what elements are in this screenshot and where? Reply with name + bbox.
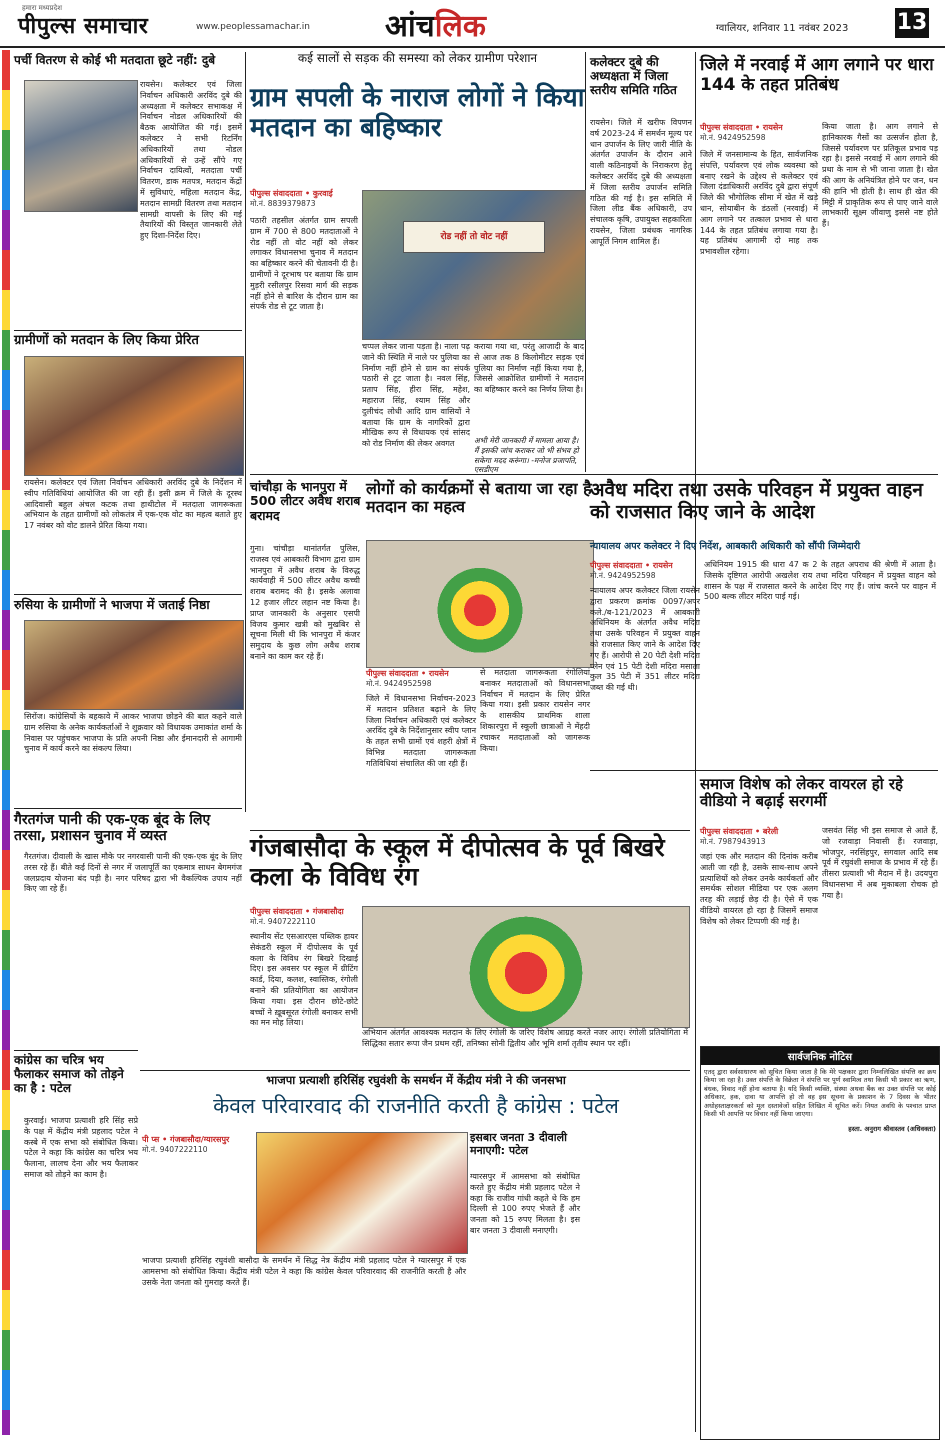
- row-rule: [250, 474, 938, 475]
- byline-mobile: मो.नं. 9407222110: [142, 1145, 208, 1154]
- headline: केवल परिवारवाद की राजनीति करती है कांग्रेस : पटेल: [213, 1094, 619, 1118]
- article-text: अधिनियम 1915 की धारा 47 क 2 के तहत अपराध की श्रेणी में आता है। जिसके दृष्टिगत आरोपी अखलेश राय तथा मदिरा परिवहन में प्रयुक्त वाहन को शासन के पक्ष में राजसात करने के आदेश दिए गए हैं। जांच करने पर वाहन में 500 बल्क लीटर मदिरा पाई गई।: [704, 560, 936, 602]
- headline: अवैध मदिरा तथा उसके परिवहन में प्रयुक्त वाहन को राजसात किए जाने के आदेश: [590, 479, 923, 523]
- article-text: कराया गया था, परंतु आजादी के बाद से आज तक 8 किलोमीटर सड़क एवं पुलिया का निर्माण नहीं किया गया है, जिससे आक्रोशित ग्रामीणों ने मतदान का बहिष्कार करने का निर्णय लिया है।: [474, 342, 584, 395]
- byline-text: पी प्स • गंजबासौदा/ग्यारसपुर: [142, 1135, 230, 1144]
- page-number: 13: [895, 8, 929, 38]
- article-sapli-boycott: [250, 84, 585, 184]
- article-committee: [590, 56, 692, 114]
- article-viral-video: [700, 776, 938, 822]
- headline: लोगों को कार्यक्रमों से बताया जा रहा है मतदान का महत्व: [366, 479, 592, 517]
- headline: कलेक्टर दुबे की अध्यक्षता में जिला स्तरीय समिति गठित: [590, 55, 677, 97]
- kicker-court: [590, 542, 938, 558]
- article-rusia-villagers: [14, 594, 242, 617]
- banner: रोड नहीं तो वोट नहीं: [403, 221, 545, 253]
- article-text: न्यायालय अपर कलेक्टर जिला रायसेन द्वारा प्रकरण क्रमांक 0097/अपर कले./ब-121/2023 में आबकारी अधिनियम के अंतर्गत अवैध मदिरा तथा उसके परिवहन में प्रयुक्त वाहन को राजसात किए जाने के आदेश दिए गए हैं। आरोपी से 20 पेटी देशी मदिरा प्लेन एवं 15 पेटी देशी मदिरा मसाला कुल 35 पेटी में 351 लीटर मदिरा जब्त की गई थी।: [590, 586, 700, 693]
- row-rule: [250, 830, 690, 831]
- notice-heading: सार्वजनिक नोटिस: [701, 1047, 939, 1065]
- row-rule: [590, 770, 938, 771]
- headline: जिले में नरवाई में आग लगाने पर धारा 144 के तहत प्रतिबंध: [700, 55, 934, 95]
- byline-mobile: मो.नं. 8839379873: [250, 199, 316, 208]
- kicker-road-problem: [250, 52, 585, 82]
- photo-school-rangoli: [362, 906, 690, 1028]
- article-text: भाजपा प्रत्याशी हरिसिंह रघुवंशी बासौदा के समर्थन में सिद्ध नेत्र केंद्रीय मंत्री प्रहलाद पटेल ने ग्यारसपुर में एक आमसभा को संबोधित किया। केंद्रीय मंत्री पटेल ने कहा कि कांग्रेस केवल परिवारवाद की राजनीति करती है और उसके नेता जनता को गुमराह करते हैं।: [142, 1256, 466, 1287]
- byline: [142, 1134, 252, 1158]
- headline: गंजबासौदा के स्कूल में दीपोत्सव के पूर्व बिखरे कला के विविध रंग: [250, 833, 665, 891]
- masthead: [0, 0, 945, 48]
- article-text: सिरोंज। कांग्रेसियों के बहकावे में आकर भाजपा छोड़ने की बात कहने वाले ग्राम रुसिया के अनेक कार्यकर्ताओं ने शुक्रवार को विधायक उमाकांत शर्मा के निवास पर पहुंचकर भाजपा के प्रति अपनी निष्ठा और ईमानदारी से आगामी चुनाव में कार्य करने का संकल्प लिया।: [24, 712, 242, 754]
- article-text: चप्पल लेकर जाना पड़ता है। नाला पढ़ जाने की स्थिति में नाले पर पुलिया का निर्माण नहीं होने से ग्राम का संपर्क पठारी से टूट जाता है। नवल सिंह, प्रताप सिंह, हीरा सिंह, महेश, महाराज सिंह, श्याम सिंह और दुलीचंद लोधी आदि ग्राम वासियों ने बताया कि ग्राम के नागरिकों द्वारा मौखिक रूप से विधायक एवं सांसद को रोड निर्माण की लेकर अवगत: [362, 342, 470, 449]
- article-text: जहां एक और मतदान की दिनांक करीब आती जा रही है, उसके साथ-साथ अपने प्रत्याशियों को लेकर उनके कार्यकर्ता और समर्थक सोशल मीडिया पर एक अलग तरह की लड़ाई छेड़ दी है। ऐसे में एक वीडियो वायरल हो रहा है जिसमें समाज विशेष को लेकर टिप्पणी की गई है।: [700, 852, 818, 926]
- sdm-quote: अभी मेरी जानकारी में मामला आया है। मैं इसकी जांच कराकर जो भी संभव हो सकेगा मदद करूंगा। -मनोज प्रजापति, एसडीएम: [474, 436, 579, 475]
- article-text: स्थानीय सेंट एसआरएस पब्लिक हायर सेकंडरी स्कूल में दीपोत्सव के पूर्व कला के विविध रंग बिखरे दिखाई दिए। इस अवसर पर स्कूल में ग्रीटिंग कार्ड, दिया, कलश, स्वास्तिक, रंगोली बनाने की प्रतियोगिता का आयोजन किया गया। इस दौरान छोटे-छोटे बच्चों ने ख़ूबसूरत रंगोली बनाकर सभी का मन मोह लिया।: [250, 932, 358, 1028]
- article-ballot-slip: [14, 54, 242, 76]
- byline-text: पीपुल्स संवाददाता • रायसेन: [590, 561, 673, 570]
- article-text: गुना। चांचौड़ा थानांतर्गत पुलिस, राजस्व एवं आबकारी विभाग द्वारा ग्राम भानपुरा में अवैध शराब के विरुद्ध कार्यवाही में 500 लीटर अवैध कच्ची शराब बरामद की है। इसके अलावा 12 हजार लीटर लहान नष्ट किया है। प्राप्त जानकारी के अनुसार एसपी विजय कुमार खत्री को मुखबिर से सूचना मिली थी कि भानपुरा में कंजर समुदाय के कुछ लोग अवैध शराब बनाने का काम कर रहे हैं।: [250, 544, 360, 661]
- article-text: रायसेन। जिले में खरीफ विपणन वर्ष 2023-24 में समर्थन मूल्य पर धान उपार्जन के लिए जारी नीति के अंतर्गत उपार्जन के दौरान आने वाली कठिनाइयों के निराकरण हेतु कलेक्टर अरविंद दुबे की अध्यक्षता में जिला स्तरीय उपार्जन समिति गठित की गई है। इस समिति में जिला लीड बैंक अधिकारी, उप संचालक कृषि, उपायुक्त सहकारिता रायसेन, जिला प्रबंधक नागरिक आपूर्ति निगम शामिल हैं।: [590, 118, 692, 246]
- column-rule: [245, 52, 246, 812]
- byline-mobile: मो.नं. 9424952598: [366, 679, 432, 688]
- article-text: किया जाता है। आग लगाने से हानिकारक गैसों का उत्सर्जन होता है, जिससे पर्यावरण पर प्रतिकूल प्रभाव पड़ रहा है। इससे नरवाई में आग लगाने की प्रथा के नाम से भी जाना जाता है। खेत की आग के अनियंत्रित होने पर जन, धन की हानि भी होती है। साथ ही खेत की मिट्टी में प्राकृतिक रूप से पाए जाने वाले लाभकारी सूक्ष्म जीवाणु इससे नष्ट होते हैं।: [822, 122, 938, 229]
- article-text: कुरवाई। भाजपा प्रत्याशी हरि सिंह सप्रे के पक्ष में केंद्रीय मंत्री प्रहलाद पटेल ने कस्बे में एक सभा को संबोधित किया। पटेल ने कहा कि कांग्रेस का चरित्र भय फैलाना, लालच देना और भय फैलाकर समाज को तोड़ने का काम है।: [24, 1116, 138, 1179]
- article-three-diwali: [470, 1132, 580, 1168]
- headline: इसबार जनता 3 दीवाली मनाएगी: पटेल: [470, 1131, 567, 1157]
- kicker-rally: [142, 1074, 690, 1092]
- article-diwali-school: [250, 834, 690, 904]
- byline-text: पीपुल्स संवाददाता • गंजबासौदा: [250, 907, 344, 916]
- public-notice: [700, 1046, 940, 1440]
- byline-text: पीपुल्स संवाददाता • रायसेन: [700, 123, 783, 132]
- photo-villagers-bjp: [24, 620, 244, 710]
- article-text: ग्यारसपुर में आमसभा को संबोधित करते हुए केंद्रीय मंत्री प्रहलाद पटेल ने कहा कि राजीव गांधी कहते थे कि हम दिल्ली से 100 रुपए भेजते हैं और जनता को 15 रुपए मिलता है। इस बार जनता 3 दीवाली मनाएगी।: [470, 1172, 580, 1235]
- byline: [700, 826, 818, 850]
- photo-rally: [256, 1132, 468, 1254]
- website[interactable]: www.peoplessamachar.in: [196, 22, 310, 32]
- color-bar: [2, 50, 10, 1435]
- photo-meeting: [24, 80, 138, 212]
- headline: ग्राम सपली के नाराज लोगों ने किया मतदान का बहिष्कार: [250, 83, 585, 143]
- brand-tagline: हमारा मध्यप्रदेश: [22, 4, 62, 12]
- article-text: जिले में जनसामान्य के हित, सार्वजनिक संपत्ति, पर्यावरण एवं लोक व्यवस्था को बनाए रखने के उद्देश्य से कलेक्टर एवं जिला दंडाधिकारी अरविंद दुबे द्वारा संपूर्ण जिले की भौगोलिक सीमा में खेत में खड़े धान, सोयाबीन के डंठलों (नरवाई) में आग लगाने पर तत्काल प्रभाव से धारा 144 के तहत प्रतिबंध लगाया गया है। यह प्रतिबंध आगामी दो माह तक प्रभावशील रहेगा।: [700, 150, 818, 257]
- photo-awareness-rangoli: [366, 540, 594, 668]
- article-text: गैरतगंज। दीवाली के खास मौके पर नगरवासी पानी की एक-एक बूंद के लिए तरस रहे हैं। बीते कई दिनों से नगर में जलापूर्ति का एकमात्र साधन बेगमगंज जलप्रदाय योजना बंद पड़ी है। नगर परिषद द्वारा भी वैकल्पिक उपाय नहीं किए जा रहे हैं।: [24, 852, 242, 894]
- article-familyism-patel: [142, 1094, 690, 1130]
- byline-text: पीपुल्स संवाददाता • बरेली: [700, 827, 779, 836]
- kicker: भाजपा प्रत्याशी हरिसिंह रघुवंशी के समर्थन में केंद्रीय मंत्री ने की जनसभा: [266, 1073, 566, 1087]
- byline: [590, 560, 700, 584]
- article-water-crisis: [14, 808, 242, 849]
- headline: गैरतगंज पानी की एक-एक बूंद के लिए तरसा, प्रशासन चुनाव में व्यस्त: [14, 812, 211, 845]
- article-liquor-seized: [250, 480, 362, 540]
- article-voting-awareness: [366, 480, 594, 538]
- notice-text: एतद् द्वारा सर्वसाधारण को सूचित किया जाता है कि मेरे पक्षकार द्वारा निम्नलिखित संपत्ति का क्रय किया जा रहा है। उक्त संपत्ति के विक्रेता ने संपत्ति पर पूर्ण स्वामित्व तथा किसी भी प्रकार का ऋण, बंधक, विवाद नहीं होना बताया है। यदि किसी व्यक्ति, संस्था अथवा बैंक का उक्त संपत्ति पर कोई अधिकार, हक, दावा या आपत्ति हो तो वह इस सूचना के प्रकाशन के 7 दिवस के भीतर अधोहस्ताक्षरकर्ता को मूल दस्तावेजों सहित लिखित में सूचित करें। नियत अवधि के पश्चात प्राप्त किसी भी आपत्ति पर विचार नहीं किया जाएगा।: [704, 1068, 936, 1119]
- headline: पर्ची वितरण से कोई भी मतदाता छूटे नहीं: दुबे: [14, 53, 216, 67]
- headline: रुसिया के ग्रामीणों ने भाजपा में जताई निष्ठा: [14, 597, 210, 612]
- notice-signature: हस्ता. अनुराग श्रीवास्तव (अधिवक्ता): [848, 1124, 936, 1133]
- byline: [366, 668, 476, 692]
- headline: ग्रामीणों को मतदान के लिए किया प्रेरित: [14, 333, 199, 348]
- brand-logo: पीपुल्स समाचार: [18, 13, 149, 39]
- article-text: अभियान अंतर्गत आवश्यक मतदान के लिए रंगोली के जरिए विशेष आग्रह करते नजर आए। रंगोली प्रतियोगिता में सिद्धिका सतार रूपा जैन प्रथम रहीं, तनिष्का सोनी द्वितीय और भूमि शर्मा तृतीय स्थान पर रहीं।: [362, 1028, 688, 1048]
- photo-protest-banner: [362, 190, 586, 340]
- headline: चांचौड़ा के भानपुरा में 500 लीटर अवैध शराब बरामद: [250, 479, 361, 523]
- article-text: पठारी तहसील अंतर्गत ग्राम सपली ग्राम में 700 से 800 मतदाताओं ने रोड नहीं तो वोट नहीं को लेकर लगाकर विधानसभा चुनाव में मतदान का बहिष्कार करने की चेतावनी दी है। ग्रामीणों ने दूरभाष पर बताया कि ग्राम मुड़री रसीलपुर रिसवा मार्ग की सड़क नहीं होने से बारिश के दौरान ग्राम का संपर्क रोड से टूट जाता है।: [250, 216, 358, 312]
- byline-mobile: मो.नं. 7987943913: [700, 837, 766, 846]
- section-title: आंचलिक: [385, 9, 486, 44]
- byline-text: पीपुल्स संवाददाता • रायसेन: [366, 669, 449, 678]
- byline-mobile: मो.नं. 9424952598: [590, 571, 656, 580]
- article-villagers-voting: [14, 330, 242, 353]
- row-rule: [140, 1070, 690, 1071]
- article-text: जिले में विधानसभा निर्वाचन-2023 में मतदान प्रतिशत बढ़ाने के लिए जिला निर्वाचन अधिकारी एवं कलेक्टर अरविंद दुबे के निर्देशानुसार स्वीप प्लान के तहत सभी ग्रामों एवं शहरी क्षेत्रों में विभिन्न मतदाता जागरूकता गतिविधियां संचालित की जा रही हैं।: [366, 694, 477, 768]
- byline-text: पीपुल्स संवाददाता • कुरवाई: [250, 189, 333, 198]
- kicker: कई सालों से सड़क की समस्या को लेकर ग्रामीण परेशान: [297, 51, 538, 65]
- article-congress-patel: [14, 1050, 138, 1113]
- article-text: जसवंत सिंह भी इस समाज से आते हैं, जो रजवाड़ा निवासी हैं। रजवाड़ा, भोजपुर, नरसिंहपुर, सगवाल आदि सब पूर्व में रघुवंशी समाज के प्रभाव में रहे हैं। तीसरा प्रत्याशी भी मैदान में है। उदयपुरा विधानसभा में अब मुकाबला रोचक हो गया है।: [822, 826, 938, 900]
- kicker: न्यायालय अपर कलेक्टर ने दिए निर्देश, आबकारी अधिकारी को सौंपी जिम्मेदारी: [590, 541, 861, 552]
- byline: [700, 122, 818, 146]
- headline: समाज विशेष को लेकर वायरल हो रहे वीडियो ने बढ़ाई सरगर्मी: [700, 775, 903, 811]
- byline-mobile: मो.नं. 9407222110: [250, 917, 316, 926]
- article-text: रायसेन। कलेक्टर एवं जिला निर्वाचन अधिकारी अरविंद दुबे के निर्देशन में स्वीप गतिविधियां आयोजित की जा रही हैं। इसी क्रम में जिले के दूरस्थ आदिवासी बहुल अंचल कटक तथा हाथीटोल में मतदाता जागरूकता अभियान के तहत ग्रामीणों को लोकतंत्र में एक-एक वोट का महत्व बताते हुए 17 नवंबर को वोट डालने प्रेरित किया गया।: [24, 478, 242, 531]
- article-liquor-confiscation: [590, 480, 938, 542]
- photo-villagers: [24, 356, 244, 476]
- article-stubble-ban: [700, 56, 938, 118]
- byline: [250, 188, 360, 214]
- article-text: से मतदाता जागरूकता रंगोलियां बनाकर मतदाताओं को विधानसभा निर्वाचन में मतदान के लिए प्रेरित किया गया। इसी प्रकार रायसेन नगर के शासकीय प्राथमिक शाला शिकारपुरा में स्कूली छात्राओं ने मेंहदी रचाकर मतदाताओं को जागरूक किया।: [480, 668, 590, 753]
- byline-mobile: मो.नं. 9424952598: [700, 133, 766, 142]
- article-text: रायसेन। कलेक्टर एवं जिला निर्वाचन अधिकारी अरविंद दुबे की अध्यक्षता में कलेक्टर सभाकक्ष में निर्वाचन नोडल अधिकारियों की बैठक आयोजित की गई। इसमें कलेक्टर ने सभी रिटर्निंग अधिकारियों तथा नोडल अधिकारियों से उन्हें सौंपे गए निर्वाचन दायित्वों, मतदाता पर्ची वितरण, डाक मतपत्र, मतदान केंद्रों में सुविधाएं, महिला मतदान केंद्र, मतदान सामग्री वितरण तथा मतदान सामग्री वापसी के लिए की गई तैयारियों की विस्तृत जानकारी लेते हुए दिशा-निर्देश दिए।: [140, 80, 242, 241]
- headline: कांग्रेस का चरित्र भय फैलाकर समाज को तोड़ने का है : पटेल: [14, 1053, 124, 1095]
- byline: [250, 906, 360, 930]
- dateline: ग्वालियर, शनिवार 11 नवंबर 2023: [716, 23, 849, 34]
